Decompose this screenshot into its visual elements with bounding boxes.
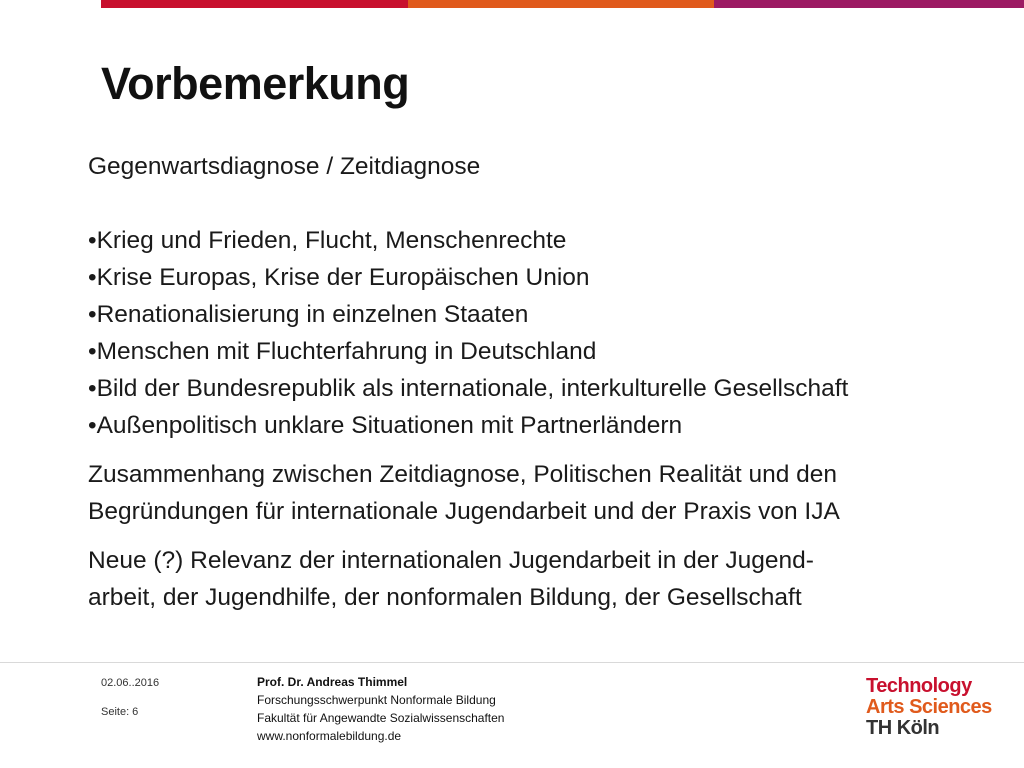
paragraph-context [88,456,988,530]
accent-bar-purple [714,0,1024,8]
footer-author-block [257,673,504,745]
bullet-item: •Renationalisierung in einzelnen Staaten [88,301,529,328]
paragraph-relevance [88,542,988,616]
slide-title: Vorbemerkung [101,58,410,109]
paragraph-line: Zusammenhang zwischen Zeitdiagnose, Politischen Realität und den [88,461,838,488]
th-koeln-logo [866,676,992,739]
section-subtitle: Gegenwartsdiagnose / Zeitdiagnose [88,153,481,180]
research-focus: Forschungsschwerpunkt Nonformale Bildung [257,693,496,707]
footer-page-number: Seite: 6 [101,706,139,718]
accent-bar-red [101,0,408,8]
footer-divider [0,662,1024,663]
bullet-item: •Außenpolitisch unklare Situationen mit Partnerländern [88,412,683,439]
paragraph-line: arbeit, der Jugendhilfe, der nonformalen Bildung, der Gesellschaft [88,584,802,611]
accent-bar-orange [408,0,714,8]
paragraph-line: Begründungen für internationale Jugendarbeit und der Praxis von IJA [88,498,840,525]
bullet-item: •Bild der Bundesrepublik als internationale, interkulturelle Gesellschaft [88,375,849,402]
logo-line-arts-sciences: Arts Sciences [866,696,992,718]
footer-date: 02.06..2016 [101,677,160,689]
logo-line-technology: Technology [866,675,972,697]
faculty: Fakultät für Angewandte Sozialwissenschaften [257,711,505,725]
bullet-list [88,222,988,444]
bullet-item: •Krieg und Frieden, Flucht, Menschenrechte [88,227,567,254]
logo-line-th-koeln: TH Köln [866,717,940,739]
paragraph-line: Neue (?) Relevanz der internationalen Jugendarbeit in der Jugend- [88,547,814,574]
bullet-item: •Menschen mit Fluchterfahrung in Deutschland [88,338,597,365]
slide-content [88,148,988,616]
bullet-item: •Krise Europas, Krise der Europäischen Union [88,264,590,291]
author-name: Prof. Dr. Andreas Thimmel [257,675,408,689]
website-link[interactable]: www.nonformalebildung.de [257,729,402,743]
